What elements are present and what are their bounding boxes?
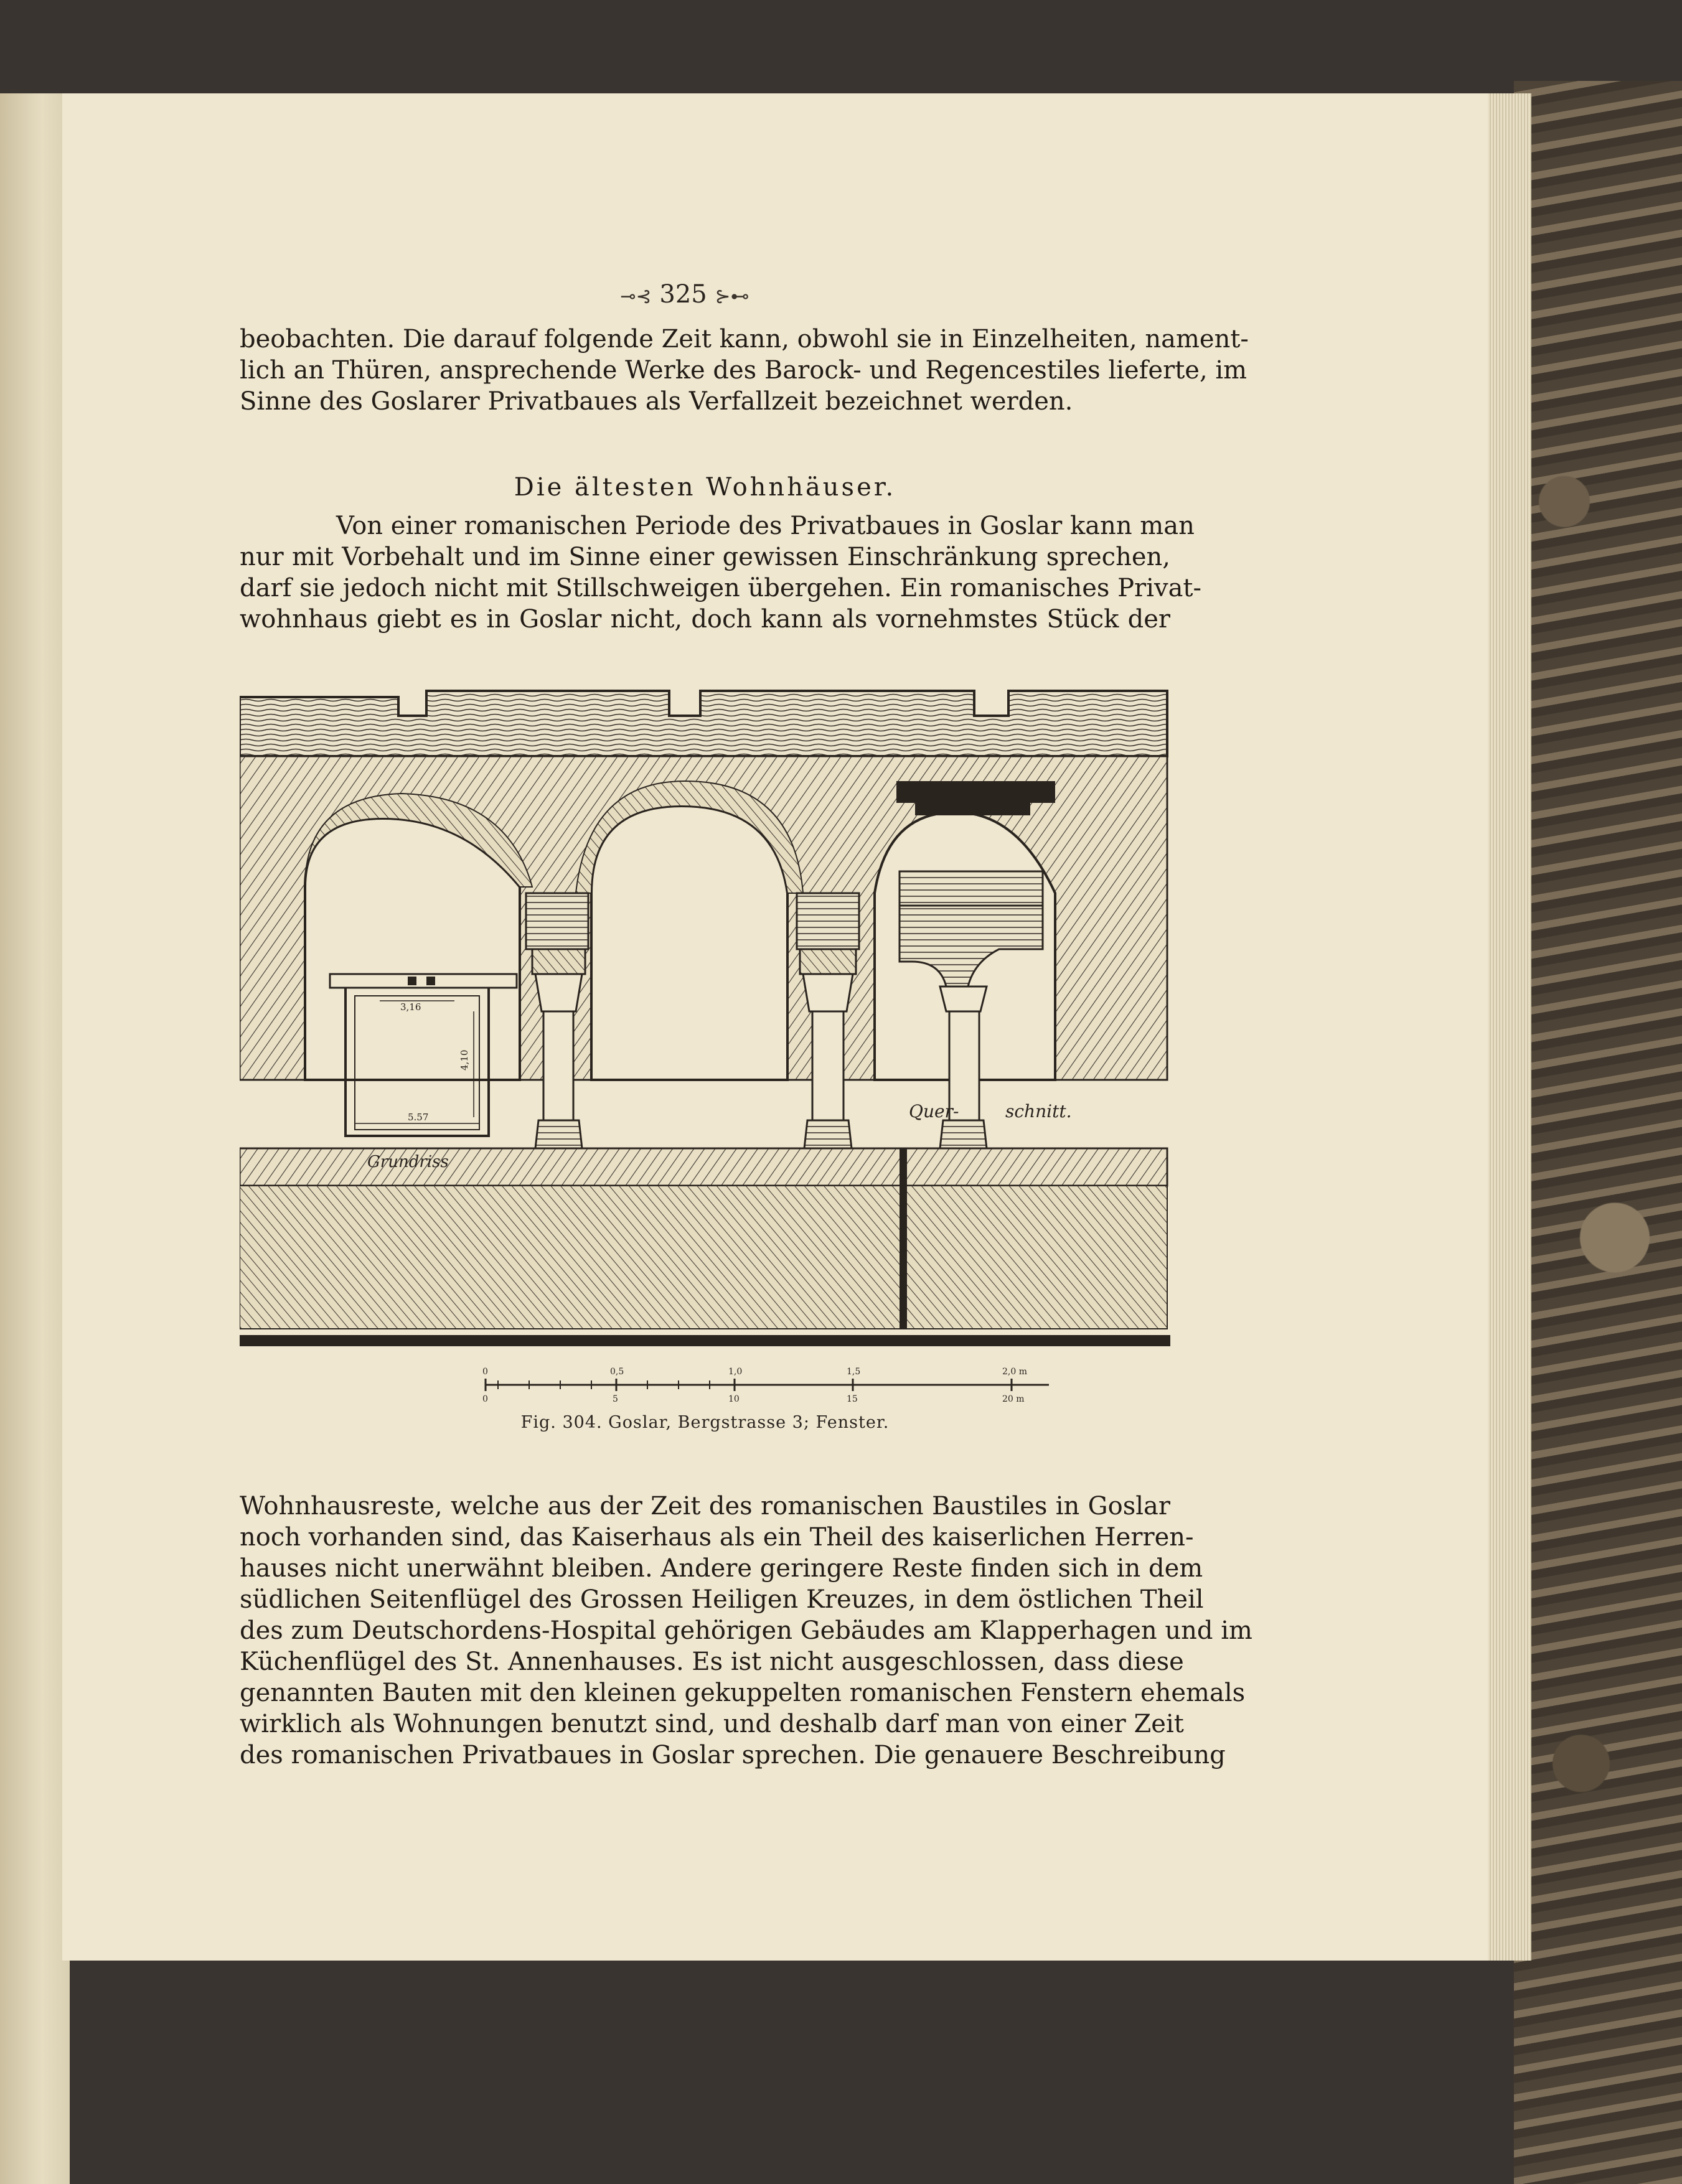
scale-bottom-label: 10 bbox=[728, 1394, 740, 1404]
section-heading: Die ältesten Wohnhäuser. bbox=[514, 473, 896, 502]
section-label-left: Quer- bbox=[909, 1101, 959, 1122]
plan-dim-bottom: 5.57 bbox=[408, 1112, 429, 1123]
figure-caption: Fig. 304. Goslar, Bergstrasse 3; Fenster. bbox=[520, 1413, 890, 1432]
running-head bbox=[579, 280, 791, 309]
scale-top-label: 0,5 bbox=[610, 1367, 624, 1377]
section-label-right: schnitt. bbox=[1005, 1101, 1072, 1122]
text-line: des zum Deutschordens-Hospital gehörigen Gebäudes am Klapperhagen und im bbox=[240, 1616, 1252, 1645]
paragraph-bottom bbox=[240, 1491, 1252, 1771]
window-elevation-drawing bbox=[240, 688, 1170, 1347]
text-line: genannten Bauten mit den kleinen gekuppelten romanischen Fenstern ehemals bbox=[240, 1679, 1246, 1707]
marbled-book-cover bbox=[1514, 81, 1682, 2184]
scale-bottom-label: 5 bbox=[613, 1394, 618, 1404]
text-line: wohnhaus giebt es in Goslar nicht, doch kann als vornehmstes Stück der bbox=[240, 605, 1170, 634]
text-line: wirklich als Wohnungen benutzt sind, und deshalb darf man von einer Zeit bbox=[240, 1710, 1184, 1738]
scale-top-label: 1,0 bbox=[728, 1367, 743, 1377]
text-line: darf sie jedoch nicht mit Stillschweigen übergehen. Ein romanisches Privat- bbox=[240, 574, 1201, 602]
plan-dim-top: 3,16 bbox=[400, 1001, 421, 1013]
scale-top-label: 2,0 m bbox=[1002, 1367, 1027, 1377]
text-line: Küchenflügel des St. Annenhauses. Es ist nicht ausgeschlossen, dass diese bbox=[240, 1647, 1184, 1676]
text-line: Sinne des Goslarer Privatbaues als Verfallzeit bezeichnet werden. bbox=[240, 387, 1073, 416]
plan-label: Grundriss bbox=[367, 1153, 449, 1171]
plan-dim-side: 4,10 bbox=[459, 1049, 470, 1071]
text-line: hauses nicht unerwähnt bleiben. Andere geringere Reste finden sich in dem bbox=[240, 1554, 1203, 1583]
page-edges bbox=[1488, 93, 1531, 1961]
scale-bottom-label: 15 bbox=[847, 1394, 858, 1404]
text-line: Von einer romanischen Periode des Privatbaues in Goslar kann man bbox=[336, 512, 1195, 540]
scale-top-label: 0 bbox=[482, 1367, 488, 1377]
scale-bar bbox=[479, 1363, 1058, 1407]
text-line: des romanischen Privatbaues in Goslar sprechen. Die genauere Beschreibung bbox=[240, 1741, 1226, 1769]
scale-bottom-label: 20 m bbox=[1002, 1394, 1025, 1404]
ornament-right: ⊱⊷ bbox=[715, 286, 749, 307]
scale-bottom-label: 0 bbox=[482, 1394, 488, 1404]
text-line: Wohnhausreste, welche aus der Zeit des romanischen Baustiles in Goslar bbox=[240, 1492, 1170, 1521]
scale-top-label: 1,5 bbox=[847, 1367, 861, 1377]
paragraph-intro bbox=[240, 510, 1201, 635]
text-line: südlichen Seitenflügel des Grossen Heiligen Kreuzes, in dem östlichen Theil bbox=[240, 1585, 1204, 1614]
text-line: nur mit Vorbehalt und im Sinne einer gewissen Einschränkung sprechen, bbox=[240, 543, 1170, 571]
left-page-edge bbox=[0, 93, 70, 2184]
paragraph-top bbox=[240, 324, 1249, 417]
text-line: lich an Thüren, ansprechende Werke des Barock- und Regencestiles lieferte, im bbox=[240, 356, 1247, 385]
page-number: 325 bbox=[659, 280, 707, 309]
text-line: noch vorhanden sind, das Kaiserhaus als ein Theil des kaiserlichen Herren- bbox=[240, 1523, 1194, 1552]
architectural-figure bbox=[240, 688, 1170, 1347]
ornament-left: ⊸⊰ bbox=[620, 286, 652, 307]
text-line: beobachten. Die darauf folgende Zeit kann, obwohl sie in Einzelheiten, nament- bbox=[240, 325, 1249, 354]
